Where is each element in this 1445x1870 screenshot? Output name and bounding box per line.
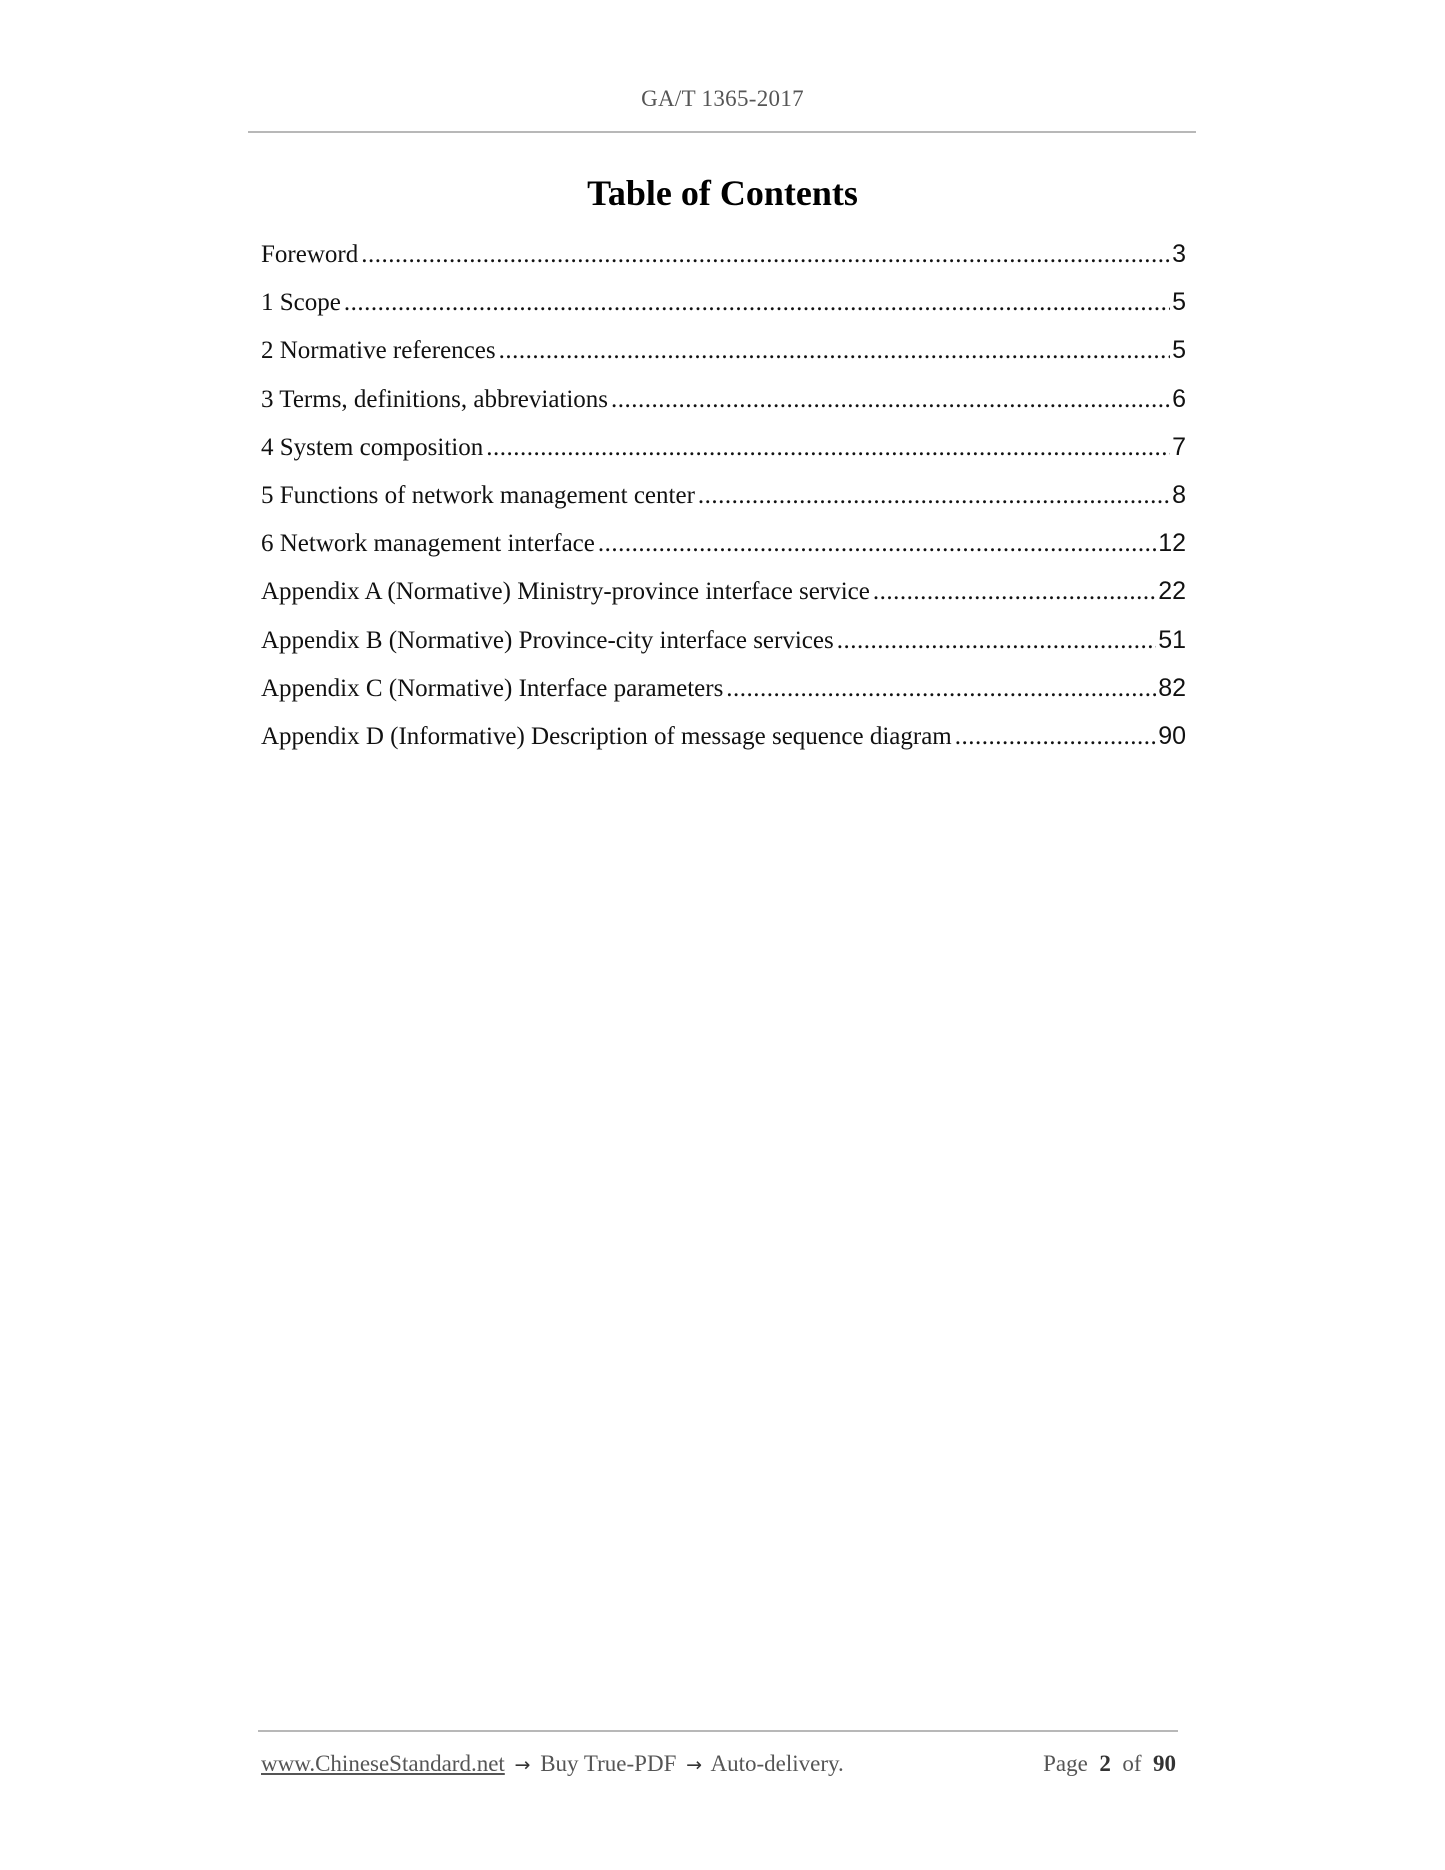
toc-entry-appendix-c[interactable] bbox=[261, 674, 1186, 722]
toc-entry-label: 2 Normative references bbox=[261, 337, 496, 365]
toc-entry-label: Appendix D (Informative) Description of message sequence diagram bbox=[261, 722, 952, 750]
toc-entry-page: 82 bbox=[1158, 673, 1186, 702]
document-code-header: GA/T 1365-2017 bbox=[641, 86, 804, 111]
toc-entry-label: 1 Scope bbox=[261, 289, 341, 317]
buy-true-pdf-text: Buy True-PDF bbox=[540, 1751, 677, 1776]
toc-entry-appendix-a[interactable] bbox=[261, 577, 1186, 625]
page-current: 2 bbox=[1099, 1751, 1111, 1776]
toc-entry-page: 90 bbox=[1158, 721, 1186, 750]
toc-entry-page: 5 bbox=[1172, 288, 1186, 317]
toc-dot-leader bbox=[698, 482, 1170, 510]
toc-entry-normative-references[interactable] bbox=[261, 336, 1186, 384]
table-of-contents bbox=[261, 240, 1186, 770]
toc-dot-leader bbox=[611, 386, 1170, 414]
toc-entry-page: 5 bbox=[1172, 336, 1186, 365]
toc-entry-functions[interactable] bbox=[261, 481, 1186, 529]
toc-entry-page: 12 bbox=[1158, 529, 1186, 558]
toc-dot-leader bbox=[955, 723, 1156, 751]
toc-entry-foreword[interactable] bbox=[261, 240, 1186, 288]
toc-entry-page: 8 bbox=[1172, 480, 1186, 509]
toc-entry-page: 51 bbox=[1158, 625, 1186, 654]
page-word: Page bbox=[1043, 1751, 1088, 1776]
toc-entry-label: 5 Functions of network management center bbox=[261, 481, 695, 509]
toc-entry-label: 6 Network management interface bbox=[261, 530, 595, 558]
arrow-right-icon: → bbox=[686, 1754, 703, 1776]
page-total: 90 bbox=[1153, 1751, 1176, 1776]
toc-dot-leader bbox=[598, 530, 1156, 558]
toc-entry-appendix-d[interactable] bbox=[261, 722, 1186, 770]
toc-entry-page: 6 bbox=[1172, 384, 1186, 413]
page-number bbox=[1043, 1751, 1176, 1777]
toc-entry-network-interface[interactable] bbox=[261, 529, 1186, 577]
toc-title: Table of Contents bbox=[587, 173, 858, 213]
arrow-right-icon: → bbox=[514, 1754, 531, 1776]
toc-entry-label: 3 Terms, definitions, abbreviations bbox=[261, 385, 609, 413]
toc-dot-leader bbox=[344, 289, 1170, 317]
toc-dot-leader bbox=[361, 241, 1170, 269]
toc-dot-leader bbox=[726, 675, 1156, 703]
footer-divider bbox=[258, 1730, 1178, 1732]
toc-entry-page: 22 bbox=[1158, 577, 1186, 606]
toc-entry-label: 4 System composition bbox=[261, 433, 484, 461]
site-link[interactable]: www.ChineseStandard.net bbox=[261, 1751, 505, 1776]
footer-purchase-line bbox=[261, 1751, 844, 1777]
toc-dot-leader bbox=[873, 578, 1156, 606]
page-footer bbox=[261, 1751, 1176, 1783]
toc-dot-leader bbox=[486, 434, 1170, 462]
toc-entry-page: 7 bbox=[1172, 432, 1186, 461]
toc-entry-appendix-b[interactable] bbox=[261, 626, 1186, 674]
toc-entry-label: Appendix A (Normative) Ministry-province interface service bbox=[261, 578, 870, 606]
header-divider bbox=[248, 131, 1196, 133]
auto-delivery-text: Auto-delivery. bbox=[710, 1751, 844, 1776]
of-word: of bbox=[1122, 1751, 1142, 1776]
toc-dot-leader bbox=[499, 337, 1170, 365]
toc-entry-scope[interactable] bbox=[261, 288, 1186, 336]
toc-entry-label: Appendix B (Normative) Province-city interface services bbox=[261, 626, 834, 654]
toc-dot-leader bbox=[837, 627, 1156, 655]
toc-entry-label: Foreword bbox=[261, 241, 359, 268]
toc-entry-system-composition[interactable] bbox=[261, 433, 1186, 481]
toc-entry-terms[interactable] bbox=[261, 385, 1186, 433]
toc-entry-label: Appendix C (Normative) Interface parameters bbox=[261, 674, 724, 702]
toc-entry-page: 3 bbox=[1172, 240, 1186, 268]
